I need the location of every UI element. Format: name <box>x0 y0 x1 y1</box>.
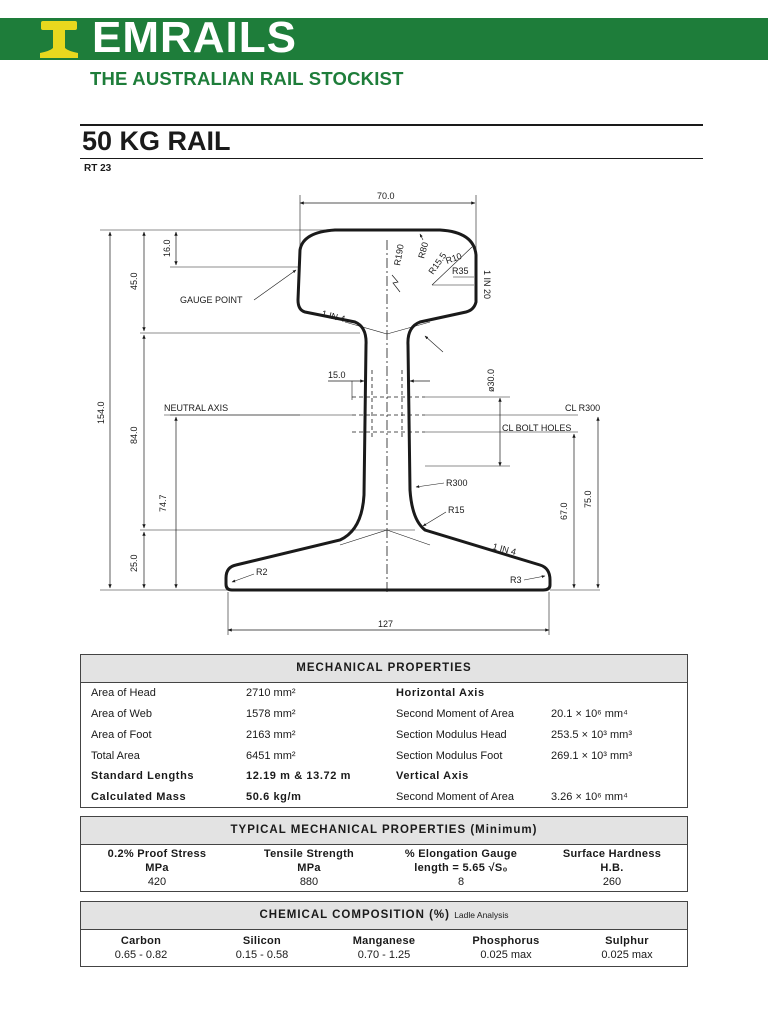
mechanical-heading: MECHANICAL PROPERTIES <box>81 655 687 683</box>
label-r15: R15 <box>448 505 465 515</box>
typical-col-unit: length = 5.65 √S₀ <box>414 862 508 874</box>
typical-col-title: 0.2% Proof Stress <box>107 848 207 860</box>
typical-col <box>537 847 687 889</box>
mech-value: 2710 mm² <box>246 687 296 699</box>
dim-total-height: 154.0 <box>96 401 106 424</box>
axis-value: 269.1 × 10³ mm³ <box>551 750 633 762</box>
label-cl-bolt-holes: CL BOLT HOLES <box>502 423 572 433</box>
typical-col-value: 420 <box>147 876 167 888</box>
mech-label: Area of Foot <box>91 729 152 741</box>
axis-label: Second Moment of Area <box>396 791 515 803</box>
label-1in4-head: 1 IN 4 <box>320 308 347 325</box>
typical-col-unit: MPa <box>297 862 321 874</box>
page-title: 50 KG RAIL <box>82 126 231 156</box>
typical-col <box>81 847 233 889</box>
mech-label: Standard Lengths <box>91 770 195 782</box>
mech-value: 1578 mm² <box>246 708 296 720</box>
dim-web-thickness: 15.0 <box>328 370 346 380</box>
typical-col-unit: MPa <box>145 862 169 874</box>
chem-element: Sulphur <box>605 935 649 947</box>
chem-range: 0.025 max <box>480 949 532 961</box>
axis-heading: Vertical Axis <box>396 770 469 782</box>
mech-row <box>81 791 687 811</box>
typical-col-title: % Elongation Gauge <box>404 848 518 860</box>
label-cl-r300: CL R300 <box>565 403 601 413</box>
brand-tagline: THE AUSTRALIAN RAIL STOCKIST <box>90 68 404 89</box>
chem-range: 0.025 max <box>601 949 653 961</box>
dim-cl-r300: 75.0 <box>583 490 593 508</box>
chemical-note: Ladle Analysis <box>454 910 509 920</box>
chemical-composition-panel <box>80 901 688 967</box>
chem-element: Manganese <box>352 935 416 947</box>
chem-range: 0.65 - 0.82 <box>114 949 168 961</box>
mech-label: Area of Web <box>91 708 152 720</box>
dim-foot-width: 127 <box>378 619 394 629</box>
mech-value: 12.19 m & 13.72 m <box>246 770 351 782</box>
label-r15-5: R15.5 <box>426 250 449 277</box>
axis-label: Second Moment of Area <box>396 708 515 720</box>
typical-col-value: 8 <box>457 876 465 888</box>
label-r35: R35 <box>452 266 469 276</box>
mech-value: 50.6 kg/m <box>246 791 302 803</box>
chem-col <box>81 934 201 962</box>
typical-col <box>385 847 537 889</box>
label-r190: R190 <box>392 243 406 267</box>
label-r3: R3 <box>510 575 522 585</box>
chem-range: 0.15 - 0.58 <box>235 949 289 961</box>
axis-label: Section Modulus Head <box>396 729 507 741</box>
mech-row <box>81 750 687 770</box>
chem-col <box>567 934 687 962</box>
axis-heading: Horizontal Axis <box>396 687 485 699</box>
brand-name: EMRAILS <box>92 13 297 62</box>
mechanical-properties-panel <box>80 654 688 808</box>
dim-neutral: 74.7 <box>158 494 168 512</box>
chem-element: Silicon <box>242 935 282 947</box>
typical-heading: TYPICAL MECHANICAL PROPERTIES (Minimum) <box>81 817 687 845</box>
dim-bolt-cl: 67.0 <box>559 502 569 520</box>
chem-col <box>323 934 445 962</box>
chem-range: 0.70 - 1.25 <box>357 949 411 961</box>
dim-head-top: 16.0 <box>162 239 172 257</box>
chem-element: Phosphorus <box>472 935 540 947</box>
typical-col-value: 260 <box>602 876 622 888</box>
mech-label: Calculated Mass <box>91 791 187 803</box>
axis-label: Section Modulus Foot <box>396 750 503 762</box>
mech-row <box>81 708 687 728</box>
chem-element: Carbon <box>120 935 162 947</box>
mech-label: Total Area <box>91 750 140 762</box>
typical-col <box>233 847 385 889</box>
axis-value: 3.26 × 10⁶ mm⁴ <box>551 791 628 803</box>
label-r300: R300 <box>446 478 468 488</box>
rail-outline <box>226 230 550 590</box>
chemical-heading: CHEMICAL COMPOSITION (%) <box>259 909 450 921</box>
typical-col-unit: H.B. <box>600 862 624 874</box>
label-r10: R10 <box>444 250 464 266</box>
chem-col <box>201 934 323 962</box>
label-1in20: 1 IN 20 <box>482 270 492 300</box>
axis-value: 253.5 × 10³ mm³ <box>551 729 633 741</box>
typical-col-title: Surface Hardness <box>562 848 662 860</box>
typical-col-title: Tensile Strength <box>263 848 355 860</box>
mech-value: 6451 mm² <box>246 750 296 762</box>
mech-label: Area of Head <box>91 687 156 699</box>
dim-foot-depth: 25.0 <box>129 554 139 572</box>
label-r80: R80 <box>416 240 431 260</box>
mech-value: 2163 mm² <box>246 729 296 741</box>
dim-head-width: 70.0 <box>377 191 395 201</box>
mech-row <box>81 770 687 790</box>
chemical-heading-row <box>81 902 687 930</box>
label-1in4-foot: 1 IN 4 <box>491 541 518 558</box>
mech-row <box>81 729 687 749</box>
typical-col-value: 880 <box>299 876 319 888</box>
mech-row <box>81 687 687 707</box>
dim-hole-dia: ø30.0 <box>486 368 496 392</box>
axis-value: 20.1 × 10⁶ mm⁴ <box>551 708 628 720</box>
typical-properties-panel <box>80 816 688 892</box>
label-neutral-axis: NEUTRAL AXIS <box>164 403 229 413</box>
label-gauge-point: GAUGE POINT <box>180 295 243 305</box>
chem-col <box>445 934 567 962</box>
dim-head-depth: 45.0 <box>129 272 139 290</box>
dim-web: 84.0 <box>129 426 139 444</box>
label-r2: R2 <box>256 567 268 577</box>
rail-code: RT 23 <box>84 163 112 174</box>
